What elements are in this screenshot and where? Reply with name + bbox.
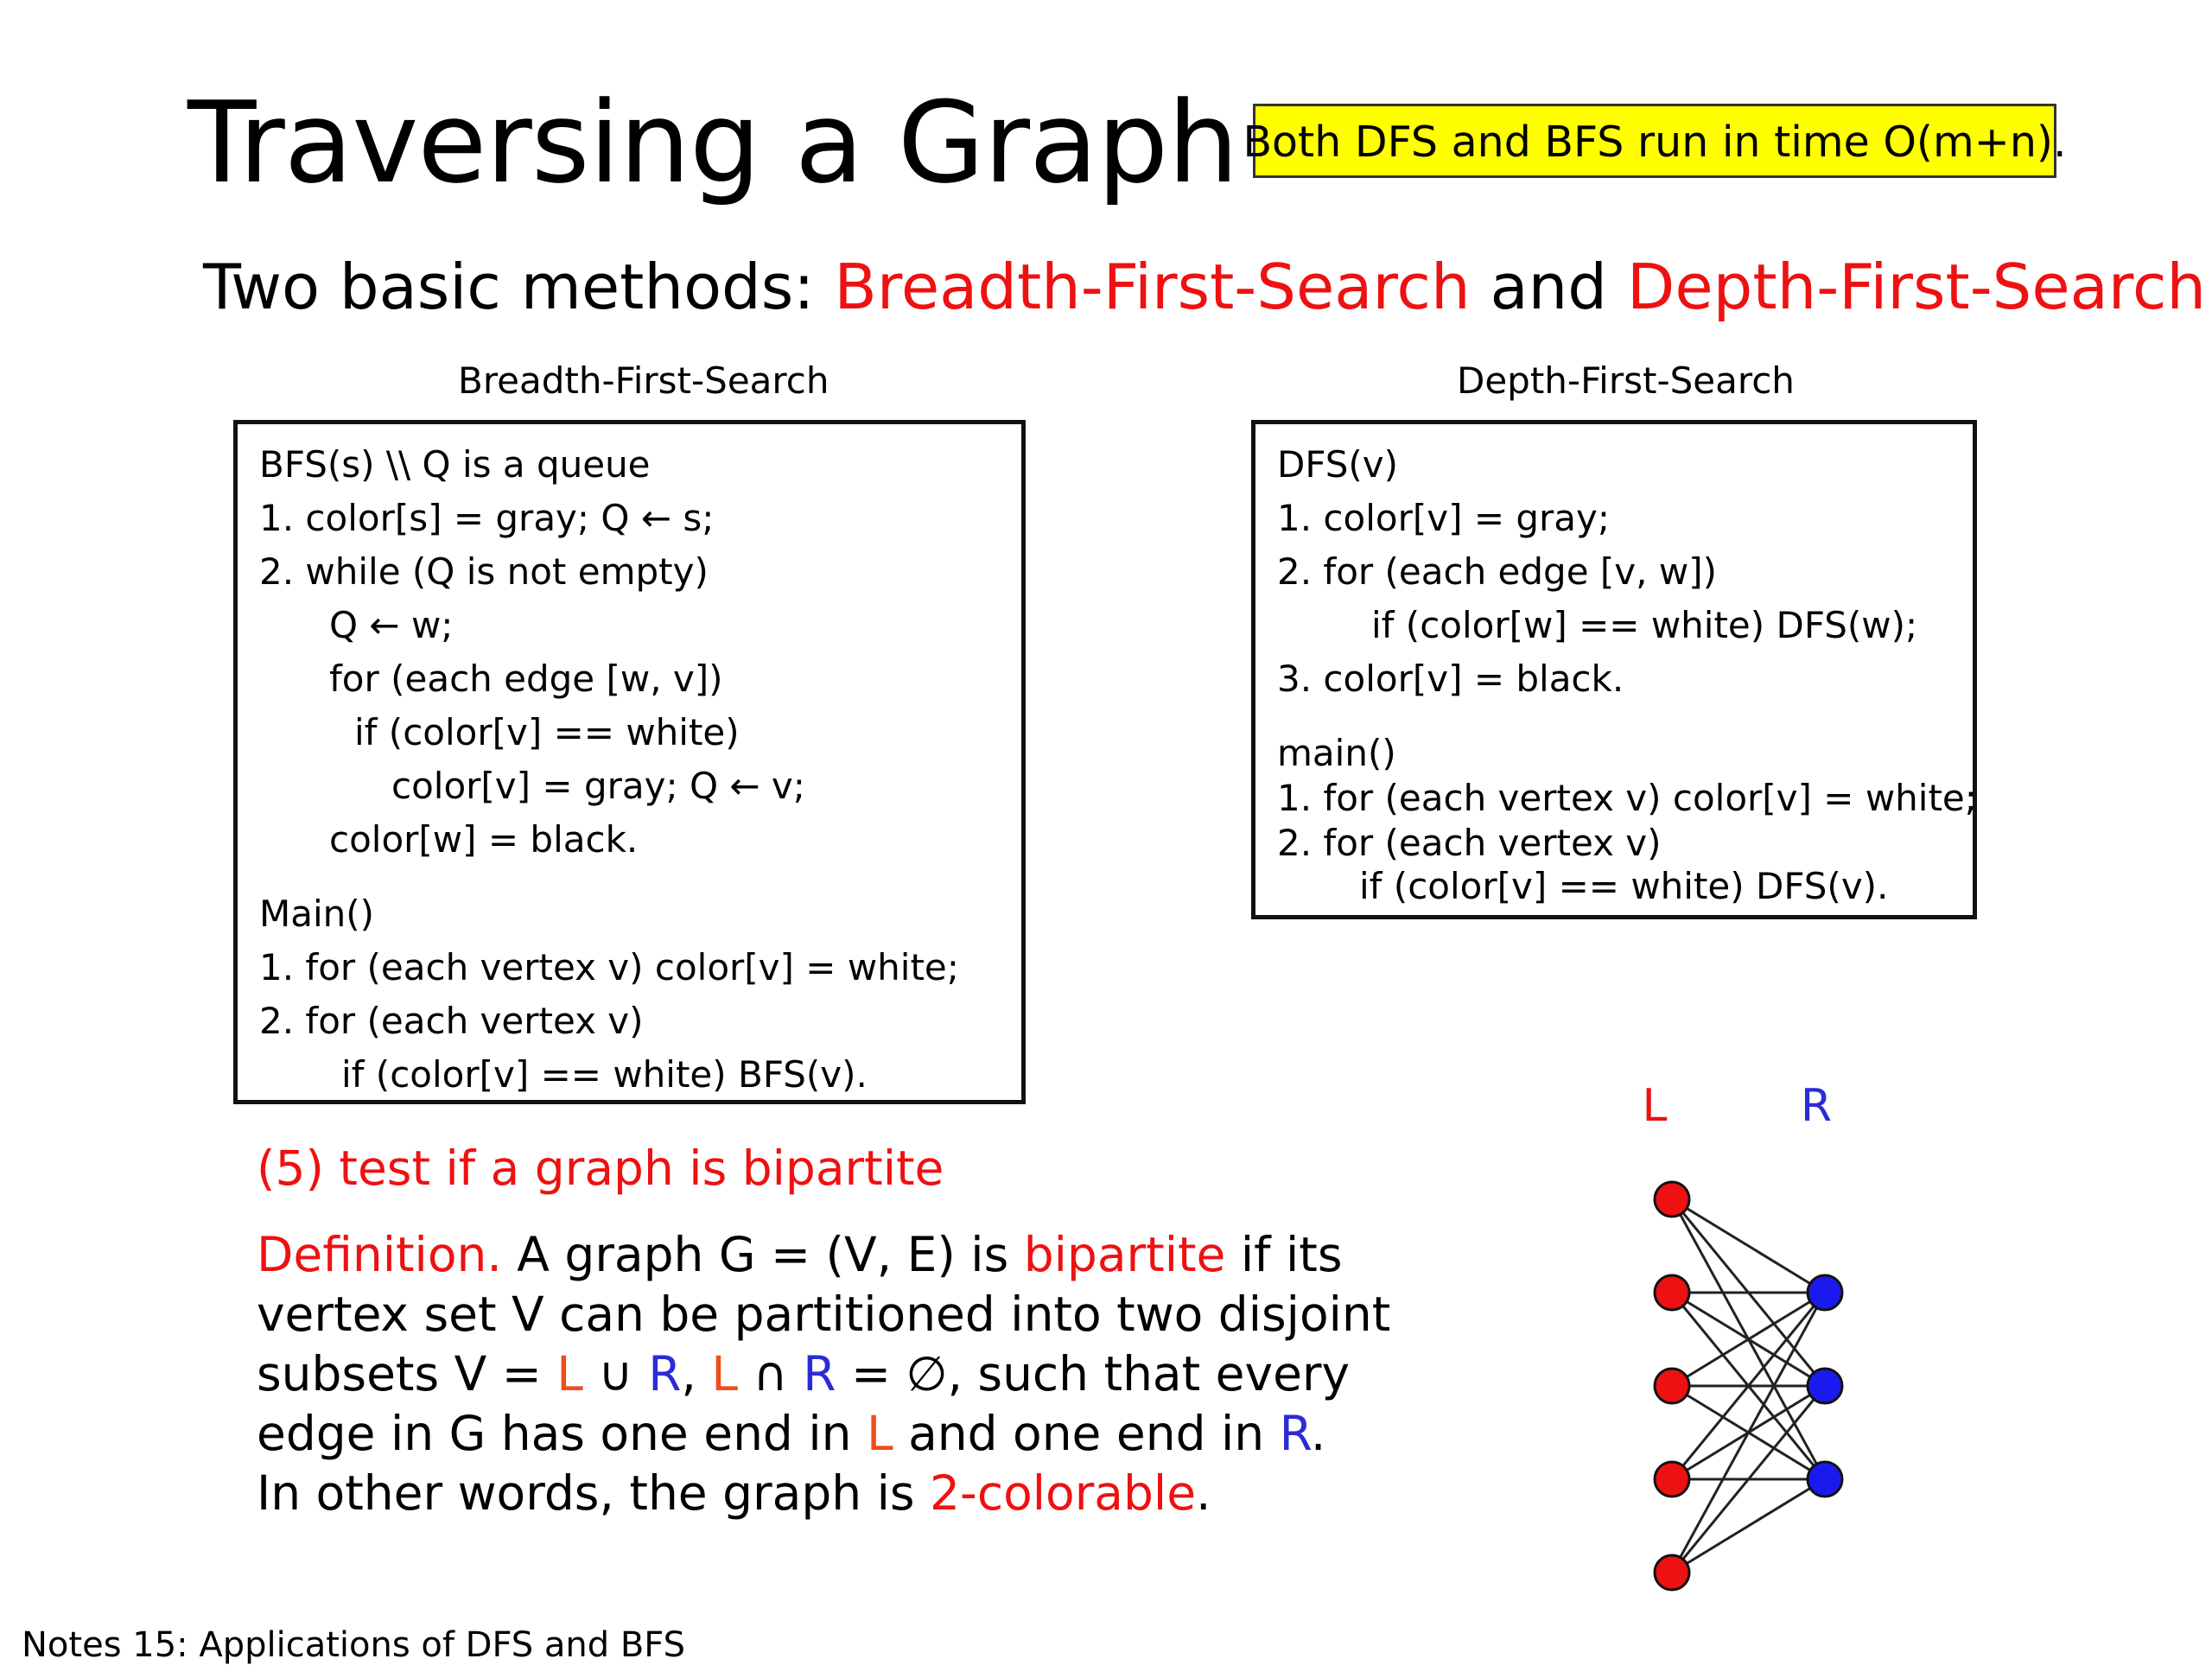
left-vertex bbox=[1655, 1369, 1689, 1403]
left-set-label: L bbox=[1642, 1080, 1668, 1132]
page-title: Traversing a Graph bbox=[188, 77, 1238, 208]
definition-row bbox=[257, 1225, 1390, 1285]
definition-text: In other words, the graph is bbox=[257, 1465, 931, 1521]
graph-edge bbox=[1672, 1199, 1825, 1293]
subtitle-joiner: and bbox=[1470, 251, 1627, 323]
bfs-line: if (color[v] == white) BFS(v). bbox=[341, 1053, 868, 1096]
dfs-line: 1. color[v] = gray; bbox=[1277, 497, 1611, 539]
left-vertex bbox=[1655, 1182, 1689, 1217]
definition-text: , bbox=[681, 1346, 712, 1401]
dfs-line: 2. for (each edge [v, w]) bbox=[1277, 550, 1717, 593]
definition-row bbox=[257, 1404, 1390, 1464]
bipartite-definition bbox=[257, 1225, 1390, 1523]
definition-term: bipartite bbox=[1023, 1227, 1226, 1282]
right-vertex bbox=[1808, 1275, 1842, 1310]
set-r: R bbox=[648, 1346, 682, 1401]
bfs-line: 1. for (each vertex v) color[v] = white; bbox=[259, 946, 959, 988]
bfs-line: 2. for (each vertex v) bbox=[259, 1000, 644, 1042]
left-vertex bbox=[1655, 1555, 1689, 1590]
right-vertex bbox=[1808, 1462, 1842, 1497]
definition-row bbox=[257, 1344, 1390, 1404]
dfs-caption: Depth-First-Search bbox=[1457, 359, 1795, 402]
definition-label: Definition. bbox=[257, 1227, 502, 1282]
bfs-line: color[v] = gray; Q ← v; bbox=[391, 765, 805, 807]
set-l: L bbox=[866, 1406, 893, 1461]
definition-text: ∪ bbox=[582, 1346, 649, 1401]
definition-row bbox=[257, 1464, 1390, 1523]
dfs-line: DFS(v) bbox=[1277, 443, 1399, 486]
bfs-caption: Breadth-First-Search bbox=[458, 359, 830, 402]
definition-text: = ∅, such that every bbox=[836, 1346, 1351, 1401]
definition-text: . bbox=[1310, 1406, 1326, 1461]
bfs-line: Main() bbox=[259, 893, 375, 935]
bfs-pseudocode-box bbox=[233, 420, 1026, 1104]
dfs-line: 1. for (each vertex v) color[v] = white; bbox=[1277, 777, 1977, 819]
bfs-line: BFS(s) \\ Q is a queue bbox=[259, 443, 651, 486]
dfs-line: 2. for (each vertex v) bbox=[1277, 822, 1662, 864]
left-vertex bbox=[1655, 1275, 1689, 1310]
definition-text: subsets V = bbox=[257, 1346, 557, 1401]
left-vertex bbox=[1655, 1462, 1689, 1497]
right-vertex bbox=[1808, 1369, 1842, 1403]
dfs-line: if (color[w] == white) DFS(w); bbox=[1371, 604, 1918, 646]
dfs-line: 3. color[v] = black. bbox=[1277, 658, 1624, 700]
set-r: R bbox=[1279, 1406, 1311, 1461]
footer-note: Notes 15: Applications of DFS and BFS bbox=[22, 1625, 685, 1665]
complexity-note bbox=[1243, 104, 2067, 178]
set-r: R bbox=[803, 1346, 836, 1401]
definition-text: A graph G = (V, E) is bbox=[501, 1227, 1024, 1282]
definition-text: if its bbox=[1225, 1227, 1343, 1282]
bfs-line: 2. while (Q is not empty) bbox=[259, 550, 709, 593]
definition-row: vertex set V can be partitioned into two disjoint bbox=[257, 1287, 1391, 1342]
dfs-pseudocode-box bbox=[1251, 420, 1977, 919]
bfs-line: 1. color[s] = gray; Q ← s; bbox=[259, 497, 715, 539]
subtitle-method-dfs: Depth-First-Search bbox=[1626, 251, 2207, 323]
bfs-line: for (each edge [w, v]) bbox=[329, 658, 723, 700]
complexity-note-text: Both DFS and BFS run in time O(m+n). bbox=[1243, 117, 2067, 167]
set-l: L bbox=[556, 1346, 583, 1401]
bfs-line: if (color[v] == white) bbox=[354, 711, 740, 753]
definition-text: . bbox=[1196, 1465, 1211, 1521]
definition-term: 2-colorable bbox=[930, 1465, 1197, 1521]
set-l: L bbox=[711, 1346, 739, 1401]
definition-text: ∩ bbox=[738, 1346, 804, 1401]
definition-text: edge in G has one end in bbox=[257, 1406, 867, 1461]
graph-edge bbox=[1672, 1479, 1825, 1573]
subtitle-prefix: Two basic methods: bbox=[203, 251, 835, 323]
dfs-line: if (color[v] == white) DFS(v). bbox=[1359, 865, 1889, 907]
graph-edges bbox=[1672, 1199, 1825, 1573]
right-set-label: R bbox=[1800, 1080, 1833, 1132]
subtitle bbox=[203, 251, 2207, 323]
definition-text: and one end in bbox=[893, 1406, 1280, 1461]
bipartite-graph-diagram bbox=[1607, 1071, 1884, 1607]
graph-edge bbox=[1672, 1293, 1825, 1573]
bfs-line: Q ← w; bbox=[329, 604, 454, 646]
problem-statement: (5) test if a graph is bipartite bbox=[257, 1141, 944, 1196]
subtitle-method-bfs: Breadth-First-Search bbox=[834, 251, 1471, 323]
bfs-line: color[w] = black. bbox=[329, 818, 639, 861]
dfs-line: main() bbox=[1277, 732, 1396, 774]
